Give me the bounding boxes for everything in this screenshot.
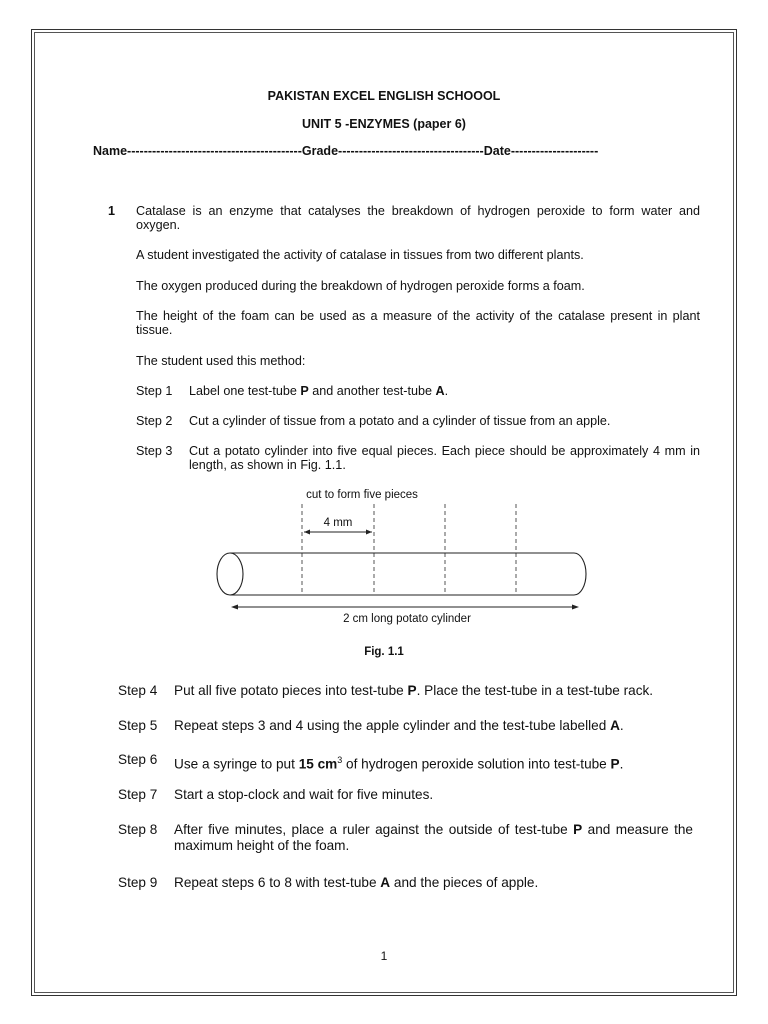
step-label: Step 1	[136, 384, 173, 398]
figure-top-label: cut to form five pieces	[306, 489, 418, 501]
grade-label: Grade	[301, 144, 339, 158]
dimension-label: 4 mm	[323, 517, 353, 529]
step-label: Step 5	[118, 718, 158, 733]
step-text: Start a stop-clock and wait for five minutes.	[174, 787, 434, 802]
name-label: Name	[93, 144, 128, 158]
step-label: Step 9	[118, 875, 158, 890]
step-4	[118, 683, 693, 699]
step-1	[136, 384, 702, 398]
length-arrow-right	[572, 605, 579, 610]
question-paragraph-5: The student used this method:	[136, 354, 306, 368]
step-8	[118, 822, 693, 854]
step-label: Step 2	[136, 414, 173, 428]
length-arrow-left	[231, 605, 238, 610]
step-text: Cut a cylinder of tissue from a potato and a cylinder of tissue from an apple.	[189, 414, 611, 428]
question-paragraph-1: Catalase is an enzyme that catalyses the breakdown of hydrogen peroxide to form water and oxygen.	[136, 204, 700, 232]
question-paragraph-3: The oxygen produced during the breakdown of hydrogen peroxide forms a foam.	[136, 279, 585, 293]
step-label: Step 4	[118, 683, 158, 698]
cylinder-body	[230, 553, 586, 595]
date-blank[interactable]: ---------------------	[510, 144, 599, 158]
step-3	[136, 444, 702, 472]
step-6	[118, 752, 693, 773]
figure-bottom-label: 2 cm long potato cylinder	[343, 613, 471, 625]
figure-caption: Fig. 1.1	[364, 646, 404, 658]
step-text: Use a syringe to put 15 $cm^3$ of hydrogen peroxide solution into test-tube P.	[174, 755, 624, 772]
name-blank[interactable]: ------------------------------------------	[127, 144, 302, 158]
unit-title: UNIT 5 -ENZYMES (paper 6)	[302, 117, 466, 131]
step-text: Put all five potato pieces into test-tube P. Place the test-tube in a test-tube rack.	[174, 683, 654, 698]
volume-value: 15 cm	[298, 756, 338, 772]
step-7	[118, 787, 693, 803]
student-info-line	[93, 144, 693, 158]
potato-cylinder-diagram	[200, 482, 600, 632]
page-number: 1	[380, 949, 388, 963]
cylinder-end-face	[217, 553, 243, 595]
step-9	[118, 875, 693, 891]
grade-blank[interactable]: -----------------------------------	[338, 144, 484, 158]
step-label: Step 8	[118, 822, 158, 837]
step-text: Label one test-tube P and another test-tube A.	[189, 384, 449, 398]
step-text: Repeat steps 3 and 4 using the apple cylinder and the test-tube labelled A.	[174, 718, 624, 733]
step-label: Step 6	[118, 752, 158, 767]
dimension-arrow-right	[366, 530, 372, 535]
school-name: PAKISTAN EXCEL ENGLISH SCHOOOL	[267, 89, 501, 103]
step-text: Repeat steps 6 to 8 with test-tube A and the pieces of apple.	[174, 875, 539, 890]
step-label: Step 3	[136, 444, 173, 458]
step-label: Step 7	[118, 787, 158, 802]
dimension-arrow-left	[304, 530, 310, 535]
step-text: Cut a potato cylinder into five equal pieces. Each piece should be approximately 4 mm in length, as shown in Fig. 1.1.	[189, 444, 700, 472]
date-label: Date	[483, 144, 511, 158]
question-number: 1	[108, 204, 116, 218]
step-text: After five minutes, place a ruler against the outside of test-tube P and measure the maximum height of the foam.	[174, 822, 693, 853]
question-paragraph-4: The height of the foam can be used as a measure of the activity of the catalase present in plant tissue.	[136, 309, 700, 337]
step-2	[136, 414, 702, 428]
step-5	[118, 718, 693, 734]
question-paragraph-2: A student investigated the activity of catalase in tissues from two different plants.	[136, 248, 584, 262]
